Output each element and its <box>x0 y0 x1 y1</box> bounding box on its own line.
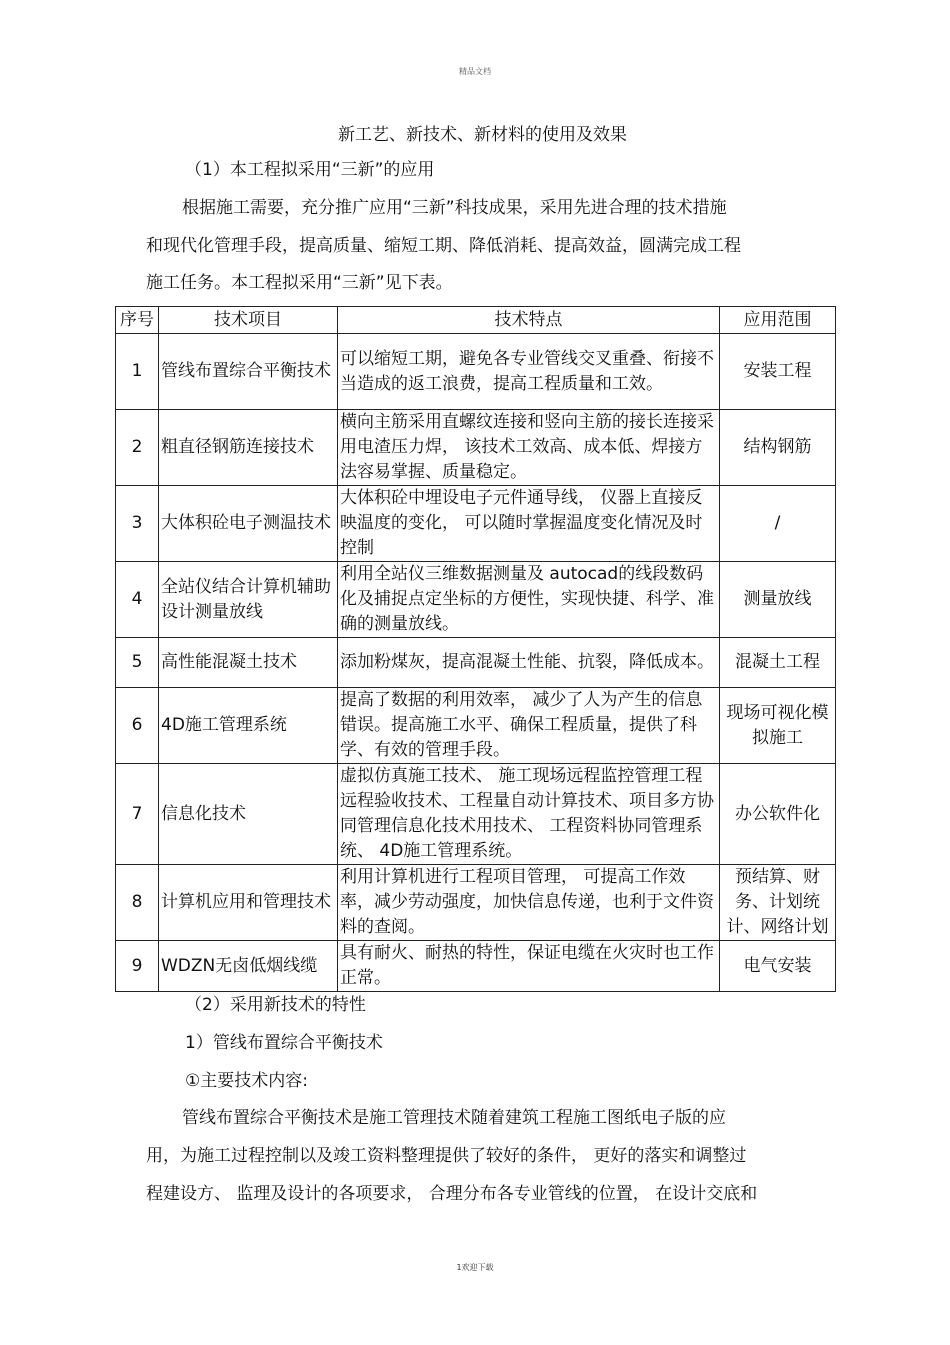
row-num: 1 <box>116 334 159 410</box>
row-num: 8 <box>116 865 159 941</box>
table-header-row <box>116 307 836 334</box>
row-item: 计算机应用和管理技术 <box>159 865 338 941</box>
row-feature: 添加粉煤灰，提高混凝土性能、抗裂，降低成本。 <box>338 638 720 688</box>
header-feature: 技术特点 <box>338 307 720 334</box>
row-num: 6 <box>116 688 159 764</box>
row-scope: 测量放线 <box>720 562 836 638</box>
section2-heading: （2）采用新技术的特性 <box>185 995 366 1015</box>
body-line-1: 管线布置综合平衡技术是施工管理技术随着建筑工程施工图纸电子版的应 <box>182 1108 726 1128</box>
row-feature: 提高了数据的利用效率， 减少了人为产生的信息错误。提高施工水平、确保工程质量，提供了科学、有效的管理手段。 <box>338 688 720 764</box>
intro-line-2: 和现代化管理手段，提高质量、缩短工期、降低消耗、提高效益，圆满完成工程 <box>146 236 741 256</box>
header-scope: 应用范围 <box>720 307 836 334</box>
row-num: 7 <box>116 764 159 865</box>
row-item: 全站仪结合计算机辅助设计测量放线 <box>159 562 338 638</box>
table-row <box>116 865 836 941</box>
row-num: 5 <box>116 638 159 688</box>
tech-table <box>115 306 836 992</box>
table-row <box>116 764 836 865</box>
row-feature: 可以缩短工期，避免各专业管线交叉重叠、衔接不当造成的返工浪费，提高工程质量和工效。 <box>338 334 720 410</box>
intro-line-3: 施工任务。本工程拟采用“三新”见下表。 <box>146 273 453 293</box>
footer-note: 1欢迎下载 <box>456 1263 494 1272</box>
header-note: 精品文档 <box>459 67 491 76</box>
table-row <box>116 486 836 562</box>
row-feature: 虚拟仿真施工技术、 施工现场远程监控管理工程远程验收技术、工程量自动计算技术、项目多方协同管理信息化技术用技术、 工程资料协同管理系统、 4D施工管理系统。 <box>338 764 720 865</box>
table-row <box>116 688 836 764</box>
body-line-2: 用，为施工过程控制以及竣工资料整理提供了较好的条件， 更好的落实和调整过 <box>146 1146 747 1166</box>
page-title: 新工艺、新技术、新材料的使用及效果 <box>338 125 627 145</box>
table-row <box>116 562 836 638</box>
row-num: 3 <box>116 486 159 562</box>
row-scope: 安装工程 <box>720 334 836 410</box>
row-scope: 现场可视化模拟施工 <box>720 688 836 764</box>
table-row <box>116 410 836 486</box>
intro-line-1: 根据施工需要，充分推广应用“三新”科技成果，采用先进合理的技术措施 <box>182 198 727 218</box>
row-item: 信息化技术 <box>159 764 338 865</box>
table-row <box>116 941 836 992</box>
row-feature: 利用全站仪三维数据测量及 autocad的线段数码化及捕捉点定坐标的方便性，实现快捷、科学、准确的测量放线。 <box>338 562 720 638</box>
content-heading: ①主要技术内容: <box>185 1071 308 1091</box>
header-num: 序号 <box>116 307 159 334</box>
row-scope: / <box>720 486 836 562</box>
row-item: 高性能混凝土技术 <box>159 638 338 688</box>
row-item: 4D施工管理系统 <box>159 688 338 764</box>
row-item: 粗直径钢筋连接技术 <box>159 410 338 486</box>
row-feature: 大体积砼中埋设电子元件通导线， 仪器上直接反映温度的变化， 可以随时掌握温度变化情况及时控制 <box>338 486 720 562</box>
row-item: WDZN无卤低烟线缆 <box>159 941 338 992</box>
row-scope: 混凝土工程 <box>720 638 836 688</box>
table-row <box>116 334 836 410</box>
row-feature: 横向主筋采用直螺纹连接和竖向主筋的接长连接采用电渣压力焊， 该技术工效高、成本低、焊接方法容易掌握、质量稳定。 <box>338 410 720 486</box>
row-item: 大体积砼电子测温技术 <box>159 486 338 562</box>
body-line-3: 程建设方、 监理及设计的各项要求， 合理分布各专业管线的位置， 在设计交底和 <box>146 1184 758 1204</box>
row-feature: 利用计算机进行工程项目管理， 可提高工作效率，减少劳动强度，加快信息传递，也利于文件资料的查阅。 <box>338 865 720 941</box>
row-scope: 办公软件化 <box>720 764 836 865</box>
row-num: 9 <box>116 941 159 992</box>
header-item: 技术项目 <box>159 307 338 334</box>
subsection-heading: 1）管线布置综合平衡技术 <box>185 1033 383 1053</box>
table-row <box>116 638 836 688</box>
row-scope: 电气安装 <box>720 941 836 992</box>
row-scope: 预结算、财务、计划统计、网络计划 <box>720 865 836 941</box>
section1-heading: （1）本工程拟采用“三新”的应用 <box>185 160 435 180</box>
row-scope: 结构钢筋 <box>720 410 836 486</box>
row-num: 2 <box>116 410 159 486</box>
row-num: 4 <box>116 562 159 638</box>
row-item: 管线布置综合平衡技术 <box>159 334 338 410</box>
row-feature: 具有耐火、耐热的特性，保证电缆在火灾时也工作正常。 <box>338 941 720 992</box>
